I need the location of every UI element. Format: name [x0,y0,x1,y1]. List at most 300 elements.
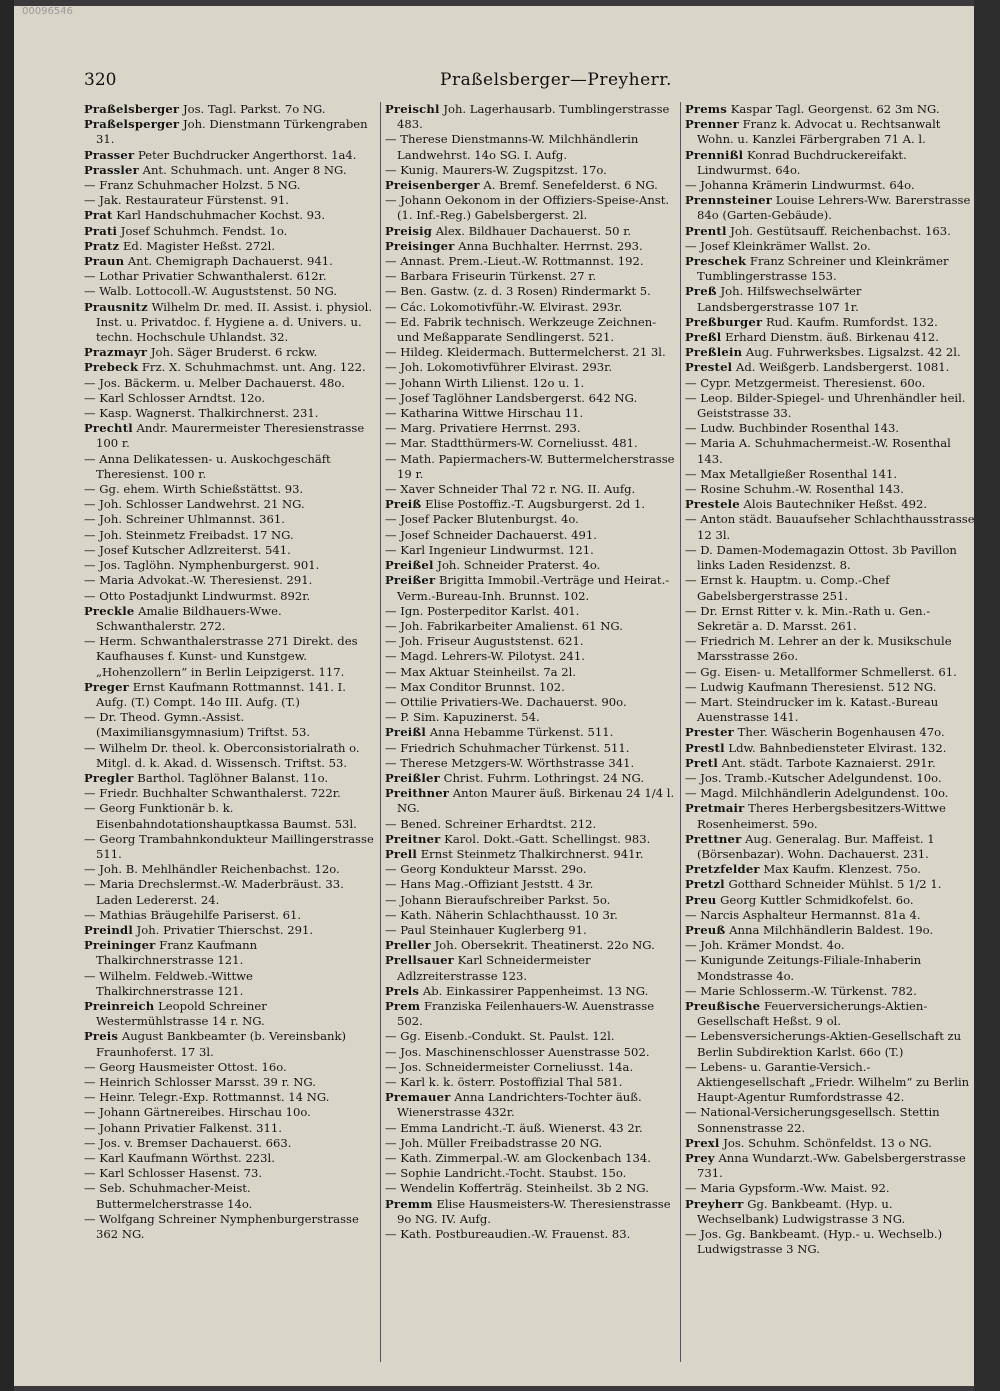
directory-entry [84,300,374,346]
entry-details: — Kath. Postbureaudien.-W. Frauenst. 83. [385,1227,631,1242]
directory-entry [84,999,374,1029]
directory-entry [84,969,374,999]
directory-entry [385,923,675,938]
entry-details: Andr. Maurermeister Theresienstrasse 100 r. [96,421,365,451]
directory-entry [84,1029,374,1059]
entry-details: Elise Hausmeisters-W. Theresienstrasse 9o NG. IV. Aufg. [397,1196,671,1226]
entry-surname: Praßelsperger [84,117,180,132]
entry-details: — Ben. Gastw. (z. d. 3 Rosen) Rindermarkt 5. [385,284,651,299]
entry-details: Jos. Tagl. Parkst. 7o NG. [182,102,326,116]
directory-entry [84,908,374,923]
directory-entry [84,1136,374,1151]
entry-details: — Katharina Wittwe Hirschau 11. [385,406,584,421]
entry-details: Gg. Bankbeamt. (Hyp. u. Wechselbank) Ludwigstrasse 3 NG. [697,1196,906,1226]
entry-details: — Leop. Bilder-Spiegel- und Uhrenhändler heil. Geiststrasse 33. [685,390,966,421]
entry-details: — Max Metallgießer Rosenthal 141. [685,466,898,481]
entry-details: Leopold Schreiner Westermühlstrasse 14 r. NG. [96,998,267,1029]
directory-entry [84,604,374,634]
entry-details: — Anton städt. Bauaufseher Schlachthausstrasse 12 3l. [685,512,975,542]
entry-details: Anna Hebamme Türkenst. 511. [429,725,614,740]
entry-surname: Prat [84,208,113,223]
entry-surname: Preiß [385,497,422,512]
entry-details: — Kunigunde Zeitungs-Filiale-Inhaberin Mondstrasse 4o. [685,953,922,983]
entry-details: — Gg. ehem. Wirth Schießstättst. 93. [84,482,304,497]
directory-entry [385,771,675,786]
entry-details: Franz Kaufmann Thalkirchnerstrasse 121. [96,938,258,968]
entry-details: Karol. Dokt.-Gatt. Schellingst. 983. [444,831,651,846]
entry-details: Joh. Schneider Praterst. 4o. [437,558,601,573]
entry-details: — Gg. Eisenb.-Condukt. St. Paulst. 12l. [385,1029,615,1044]
directory-entry [685,391,975,421]
entry-details: Ant. städt. Tarbote Kaznaierst. 291r. [721,755,936,770]
entry-details: — Sophie Landricht.-Tocht. Staubst. 15o. [385,1166,627,1181]
entry-details: — Joh. Friseur Auguststenst. 621. [385,634,584,649]
binding-shadow [0,0,14,1391]
entry-surname: Preuß [685,922,726,937]
directory-entry [385,132,675,162]
entry-surname: Prestl [685,740,725,755]
entry-surname: Preinreich [84,998,155,1013]
directory-entry [685,771,975,786]
entry-details: — Wilhelm. Feldweb.-Wittwe Thalkirchnerstrasse 121. [84,968,253,998]
entry-details: — Gg. Eisen- u. Metallformer Schmellerst. 61. [685,664,957,679]
directory-entry [685,801,975,831]
directory-entry [685,999,975,1029]
directory-entry [385,665,675,680]
entry-details: Frz. X. Schuhmachmst. unt. Ang. 122. [141,360,366,375]
entry-details: Joh. Privatier Thierschst. 291. [136,922,314,937]
entry-details: — Georg Trambahnkondukteur Maillingerstrasse 511. [84,831,374,861]
entry-details: — Hildeg. Kleidermach. Buttermelcherst. 21 3l. [385,345,666,360]
entry-details: — Các. Lokomotivführ.-W. Elvirast. 293r. [385,299,623,314]
directory-entry [84,284,374,299]
directory-entry [385,1090,675,1120]
entry-surname: Preckle [84,603,135,618]
entry-details: — Josef Kleinkrämer Wallst. 2o. [685,238,871,253]
entry-details: — Franz Schuhmacher Holzst. 5 NG. [84,178,301,193]
entry-details: Franz Schreiner und Kleinkrämer Tumblingerstrasse 153. [697,254,949,284]
entry-details: — Johann Wirth Lilienst. 12o u. 1. [385,375,585,390]
directory-entry [685,1151,975,1181]
directory-entry [685,467,975,482]
entry-details: — Ludwig Kaufmann Theresienst. 512 NG. [685,679,937,694]
entry-details: — Karl Schlosser Hasenst. 73. [84,1166,263,1181]
entry-details: — Joh. B. Mehlhändler Reichenbachst. 12o. [84,862,340,877]
directory-entry [385,1136,675,1151]
directory-entry [685,1105,975,1135]
directory-entry [385,528,675,543]
directory-entry [385,512,675,527]
directory-entry [385,604,675,619]
directory-entry [685,421,975,436]
directory-entry [385,406,675,421]
directory-entry [84,1121,374,1136]
entry-details: — Paul Steinhauer Kuglerberg 91. [385,922,587,937]
directory-entry [385,680,675,695]
entry-details: — Joh. Schlosser Landwehrst. 21 NG. [84,497,305,512]
entry-details: Amalie Bildhauers-Wwe. Schwanthalerstr. 272. [96,603,282,633]
directory-entry [685,908,975,923]
directory-entry [385,178,675,193]
entry-details: — Ottilie Privatiers-We. Dachauerst. 90o. [385,694,627,709]
entry-details: — Friedr. Buchhalter Schwanthalerst. 722r. [84,786,341,801]
entry-details: Karl Schneidermeister Adlzreiterstrasse 123. [397,953,591,983]
entry-details: Joh. Säger Bruderst. 6 rckw. [150,345,318,360]
directory-entry [84,862,374,877]
entry-details: — Mart. Steindrucker im k. Katast.-Bureau Auenstrasse 141. [685,694,939,725]
entry-surname: Prestel [685,360,733,375]
directory-entry [84,558,374,573]
entry-details: Konrad Buchdruckereifakt. Lindwurmst. 64o. [697,147,907,177]
entry-details: — Anna Delikatessen- u. Auskochgeschäft Theresienst. 100 r. [84,451,331,481]
directory-entry [685,239,975,254]
entry-surname: Prester [685,725,734,740]
entry-surname: Preßburger [685,314,763,329]
entry-details: — Maria Drechslermst.-W. Maderbräust. 33. Laden Ledererst. 24. [84,877,344,907]
entry-details: — Maria Gypsform.-Ww. Maist. 92. [685,1181,890,1196]
entry-surname: Pretl [685,755,718,770]
directory-entry [385,1029,675,1044]
directory-entry [385,999,675,1029]
entry-surname: Premm [385,1196,433,1211]
entry-details: — Heinr. Telegr.-Exp. Rottmannst. 14 NG. [84,1090,330,1105]
entry-surname: Preißler [385,770,440,785]
entry-surname: Praßelsberger [84,102,180,116]
directory-entry [84,102,374,117]
entry-details: — Karl Schlosser Arndtst. 12o. [84,390,266,405]
directory-entry [385,224,675,239]
entry-details: Kaspar Tagl. Georgenst. 62 3m NG. [730,102,940,116]
directory-entry [685,938,975,953]
entry-details: — Rosine Schuhm.-W. Rosenthal 143. [685,482,904,497]
entry-surname: Preißer [385,573,436,588]
entry-details: — Jos. Schneidermeister Corneliusst. 14a. [385,1059,634,1074]
directory-entry [385,163,675,178]
entry-details: — Joh. Krämer Mondst. 4o. [685,938,845,953]
entry-details: — Jos. v. Bremser Dachauerst. 663. [84,1135,292,1150]
entry-details: Christ. Fuhrm. Lothringst. 24 NG. [443,770,645,785]
directory-entry [685,634,975,664]
entry-details: — Seb. Schuhmacher-Meist. Buttermelcherstrasse 14o. [84,1181,253,1211]
directory-entry [385,1060,675,1075]
entry-details: — Johann Privatier Falkenst. 311. [84,1120,282,1135]
entry-details: Ther. Wäscherin Bogenhausen 47o. [737,725,945,740]
entry-surname: Preß [685,284,717,299]
entry-details: — Maria Advokat.-W. Theresienst. 291. [84,573,313,588]
entry-details: Ab. Einkassirer Pappenheimst. 13 NG. [422,983,649,998]
directory-entry [385,634,675,649]
entry-details: Joh. Hilfswechselwärter Landsbergerstrasse 107 1r. [697,284,862,314]
entry-details: — Dr. Ernst Ritter v. k. Min.-Rath u. Gen.-Sekretär a. D. Marsst. 261. [685,603,931,633]
directory-entry [385,345,675,360]
directory-entry [84,528,374,543]
directory-entry [385,102,675,132]
entry-details: — Georg Funktionär b. k. Eisenbahndotationshauptkassa Baumst. 53l. [84,801,357,831]
entry-surname: Prebeck [84,360,139,375]
entry-surname: Prems [685,102,727,116]
directory-entry [84,208,374,223]
directory-entry [385,193,675,223]
entry-details: — Annast. Prem.-Lieut.-W. Rottmannst. 192. [385,254,644,269]
entry-details: Joh. Gestütsauff. Reichenbachst. 163. [730,223,951,238]
directory-entry [84,1060,374,1075]
directory-entry [385,376,675,391]
entry-details: — Ign. Posterpeditor Karlst. 401. [385,603,580,618]
entry-details: — Karl k. k. österr. Postoffizial Thal 581. [385,1075,623,1089]
directory-entry [385,786,675,816]
entry-surname: Preßl [685,330,722,345]
entry-details: Ernst Kaufmann Rottmannst. 141. I. Aufg. (T.) Compt. 14o III. Aufg. (T.) [96,679,346,709]
directory-entry [385,1151,675,1166]
entry-details: — Magd. Milchhändlerin Adelgundenst. 10o. [685,786,949,801]
running-title: Praßelsberger—Preyherr. [440,70,672,90]
directory-entry [685,695,975,725]
entry-details: — Joh. Fabrikarbeiter Amalienst. 61 NG. [385,618,623,633]
page-content [80,68,974,1368]
entry-surname: Pregler [84,770,134,785]
entry-details: — Therese Metzgers-W. Wörthstrasse 341. [385,755,635,770]
directory-entry [84,360,374,375]
directory-entry [84,406,374,421]
directory-entry [84,771,374,786]
entry-surname: Prennsteiner [685,193,773,208]
entry-surname: Prati [84,223,118,238]
directory-entry [685,984,975,999]
entry-details: — Cypr. Metzgermeist. Theresienst. 60o. [685,375,926,390]
entry-details: Anna Buchhalter. Herrnst. 293. [458,238,643,253]
entry-details: — Josef Kutscher Adlzreiterst. 541. [84,542,291,557]
entry-details: Karl Handschuhmacher Kochst. 93. [116,208,326,223]
directory-entry [385,254,675,269]
directory-entry [685,725,975,740]
directory-entry [685,254,975,284]
entry-surname: Pretzl [685,877,725,892]
directory-entry [685,680,975,695]
entry-details: — Wendelin Kofferträg. Steinheilst. 3b 2 NG. [385,1181,649,1196]
directory-entry [84,254,374,269]
entry-details: — D. Damen-Modemagazin Ottost. 3b Pavillon links Laden Residenzst. 8. [685,542,957,573]
directory-entry [685,148,975,178]
entry-details: — Ed. Fabrik technisch. Werkzeuge Zeichnen- und Meßapparate Sendlingerst. 521. [385,314,657,345]
entry-details: Franz k. Advocat u. Rechtsanwalt Wohn. u. Kanzlei Färbergraben 71 A. l. [697,117,941,147]
entry-details: Alex. Bildhauer Dachauerst. 50 r. [435,223,632,238]
directory-entry [84,680,374,710]
directory-entry [685,604,975,634]
entry-details: Josef Schuhmch. Fendst. 1o. [120,223,288,238]
directory-entry [385,908,675,923]
directory-page [14,6,974,1386]
entry-details: Erhard Dienstm. äuß. Birkenau 412. [725,330,939,345]
directory-entry [685,877,975,892]
directory-entry [84,193,374,208]
directory-entry [385,893,675,908]
entry-details: A. Bremf. Senefelderst. 6 NG. [483,178,658,193]
entry-details: — Bened. Schreiner Erhardtst. 212. [385,816,597,831]
directory-entry [84,1105,374,1120]
entry-details: — Johann Oekonom in der Offiziers-Speise-Anst. (1. Inf.-Reg.) Gabelsbergerst. 2l. [385,193,670,223]
directory-entry [84,1075,374,1090]
entry-surname: Prell [385,846,418,861]
directory-entry [84,148,374,163]
entry-details: — Jos. Bäckerm. u. Melber Dachauerst. 48o. [84,375,345,390]
directory-entry [685,284,975,314]
entry-surname: Prexl [685,1135,720,1150]
entry-details: Peter Buchdrucker Angerthorst. 1a4. [137,147,357,162]
entry-details: — Kunig. Maurers-W. Zugspitzst. 17o. [385,162,607,177]
entry-surname: Prenner [685,117,739,132]
page-header [80,68,974,98]
entry-surname: Preindl [84,922,133,937]
entry-surname: Praun [84,254,125,269]
entry-details: — Heinrich Schlosser Marsst. 39 r. NG. [84,1075,316,1089]
entry-surname: Preyherr [685,1196,744,1211]
directory-entry [685,923,975,938]
entry-details: — Hans Mag.-Offiziant Jeststt. 4 3r. [385,877,594,892]
entry-surname: Pretmair [685,801,745,816]
entry-details: — Kath. Näherin Schlachthausst. 10 3r. [385,907,618,922]
directory-entry [685,315,975,330]
entry-details: Franziska Feilenhauers-W. Auenstrasse 502. [397,998,655,1029]
directory-entry [385,558,675,573]
page-number: 320 [84,70,117,90]
entry-details: Louise Lehrers-Ww. Barerstrasse 84o (Garten-Gebäude). [697,193,971,223]
next-page-edge [974,0,1000,1391]
entry-surname: Preußische [685,998,761,1013]
directory-entry [385,436,675,451]
entry-details: Elise Postoffiz.-T. Augsburgerst. 2d 1. [425,497,646,512]
entry-details: — P. Sim. Kapuzinerst. 54. [385,710,540,725]
entry-details: — Xaver Schneider Thal 72 r. NG. II. Aufg. [385,482,636,497]
directory-entry [84,269,374,284]
entry-surname: Premauer [385,1090,451,1105]
entry-details: — Therese Dienstmanns-W. Milchhändlerin Landwehrst. 14o SG. I. Aufg. [385,132,639,162]
directory-entry [385,391,675,406]
directory-entry [84,1212,374,1242]
entry-details: Anna Wundarzt.-Ww. Gabelsbergerstrasse 731. [697,1151,966,1181]
entry-details: — Mathias Bräugehilfe Pariserst. 61. [84,907,302,922]
entry-details: — Georg Kondukteur Marsst. 29o. [385,862,587,877]
directory-entry [385,1197,675,1227]
entry-details: — Ludw. Buchbinder Rosenthal 143. [685,421,900,436]
directory-entry [385,710,675,725]
directory-column-2 [385,102,675,1362]
directory-entry [84,376,374,391]
entry-details: — Johanna Krämerin Lindwurmst. 64o. [685,178,915,193]
entry-details: Joh. Obersekrit. Theatinerst. 22o NG. [434,938,655,953]
directory-entry [84,573,374,588]
directory-entry [385,1045,675,1060]
directory-entry [385,938,675,953]
directory-entry [84,1090,374,1105]
directory-entry [385,695,675,710]
directory-entry [385,1075,675,1090]
directory-entry [84,452,374,482]
directory-entry [84,589,374,604]
directory-entry [685,512,975,542]
directory-entry [84,117,374,147]
directory-entry [385,269,675,284]
directory-entry [385,315,675,345]
directory-entry [84,239,374,254]
entry-surname: Preißl [385,725,427,740]
directory-entry [84,224,374,239]
scan-id-mark: 00096546 [22,6,73,17]
directory-entry [685,224,975,239]
entry-details: Anton Maurer äuß. Birkenau 24 1/4 l. NG. [397,786,675,816]
entry-details: — Karl Ingenieur Lindwurmst. 121. [385,542,594,557]
entry-details: — National-Versicherungsgesellsch. Stettin Sonnenstrasse 22. [685,1105,940,1135]
entry-details: Ldw. Bahnbediensteter Elvirast. 132. [728,740,947,755]
directory-entry [685,862,975,877]
directory-entry [385,543,675,558]
entry-surname: Preu [685,892,717,907]
directory-entry [385,877,675,892]
entry-details: Georg Kuttler Schmidkofelst. 6o. [720,892,914,907]
entry-surname: Preithner [385,786,450,801]
entry-details: — Maria A. Schuhmachermeist.-W. Rosenthal 143. [685,436,951,466]
directory-entry [685,665,975,680]
directory-entry [84,634,374,680]
entry-details: — Kath. Zimmerpal.-W. am Glockenbach 134. [385,1151,651,1166]
entry-details: — Ernst k. Hauptm. u. Comp.-Chef Gabelsbergerstrasse 251. [685,573,890,603]
entry-surname: Preßlein [685,345,743,360]
directory-entry [685,193,975,223]
directory-entry [385,725,675,740]
entry-details: — Joh. Lokomotivführer Elvirast. 293r. [385,360,613,375]
entry-surname: Preisenberger [385,178,480,193]
entry-details: — Jos. Taglöhn. Nymphenburgerst. 901. [84,558,320,573]
directory-entry [385,1121,675,1136]
directory-entry [385,1166,675,1181]
entry-details: August Bankbeamter (b. Vereinsbank) Fraunhoferst. 17 3l. [96,1029,347,1059]
directory-entry [385,360,675,375]
directory-entry [385,847,675,862]
directory-entry [84,482,374,497]
entry-details: — Johann Bieraufschreiber Parkst. 5o. [385,892,611,907]
directory-entry [685,497,975,512]
entry-details: Jos. Schuhm. Schönfeldst. 13 o NG. [723,1135,932,1150]
directory-entry [685,1136,975,1151]
entry-details: — Marie Schlosserm.-W. Türkenst. 782. [685,983,917,998]
entry-details: — Herm. Schwanthalerstrasse 271 Direkt. des Kaufhauses f. Kunst- und Kunstgew. „Hohenzollern“ in Berlin Leipzigerst. 117. [84,634,358,679]
entry-details: Joh. Dienstmann Türkengraben 31. [96,117,368,147]
entry-details: — Karl Kaufmann Wörthst. 223l. [84,1151,275,1166]
entry-details: Alois Bautechniker Heßst. 492. [743,497,928,512]
directory-entry [385,573,675,603]
directory-entry [84,178,374,193]
entry-surname: Prettner [685,831,742,846]
directory-entry [84,163,374,178]
directory-entry [385,817,675,832]
entry-details: — Lebensversicherungs-Aktien-Gesellschaft zu Berlin Subdirektion Karlst. 66o (T.) [685,1029,962,1059]
entry-details: — Josef Taglöhner Landsbergerst. 642 NG. [385,390,638,405]
entry-details: — Lothar Privatier Schwanthalerst. 612r. [84,269,327,284]
entry-surname: Prasser [84,147,135,162]
entry-details: — Math. Papiermachers-W. Buttermelcherstrasse 19 r. [385,451,675,481]
entry-surname: Preisig [385,223,433,238]
entry-details: — Jos. Gg. Bankbeamt. (Hyp.- u. Wechselb.) Ludwigstrasse 3 NG. [685,1227,943,1257]
entry-details: — Lebens- u. Garantie-Versich.-Aktiengesellschaft „Friedr. Wilhelm“ zu Berlin Haupt-Agentur Rumfordstrasse 42. [685,1059,970,1105]
directory-entry [385,953,675,983]
entry-details: Anna Landrichters-Tochter äuß. Wienerstrasse 432r. [397,1090,642,1120]
entry-surname: Pratz [84,238,120,253]
entry-surname: Prausnitz [84,299,148,314]
entry-details: Max Kaufm. Klenzest. 75o. [763,862,921,877]
directory-column-3 [685,102,975,1362]
entry-details: — Johann Gärtnereibes. Hirschau 10o. [84,1105,311,1120]
entry-surname: Preger [84,679,129,694]
directory-entry [685,1029,975,1059]
